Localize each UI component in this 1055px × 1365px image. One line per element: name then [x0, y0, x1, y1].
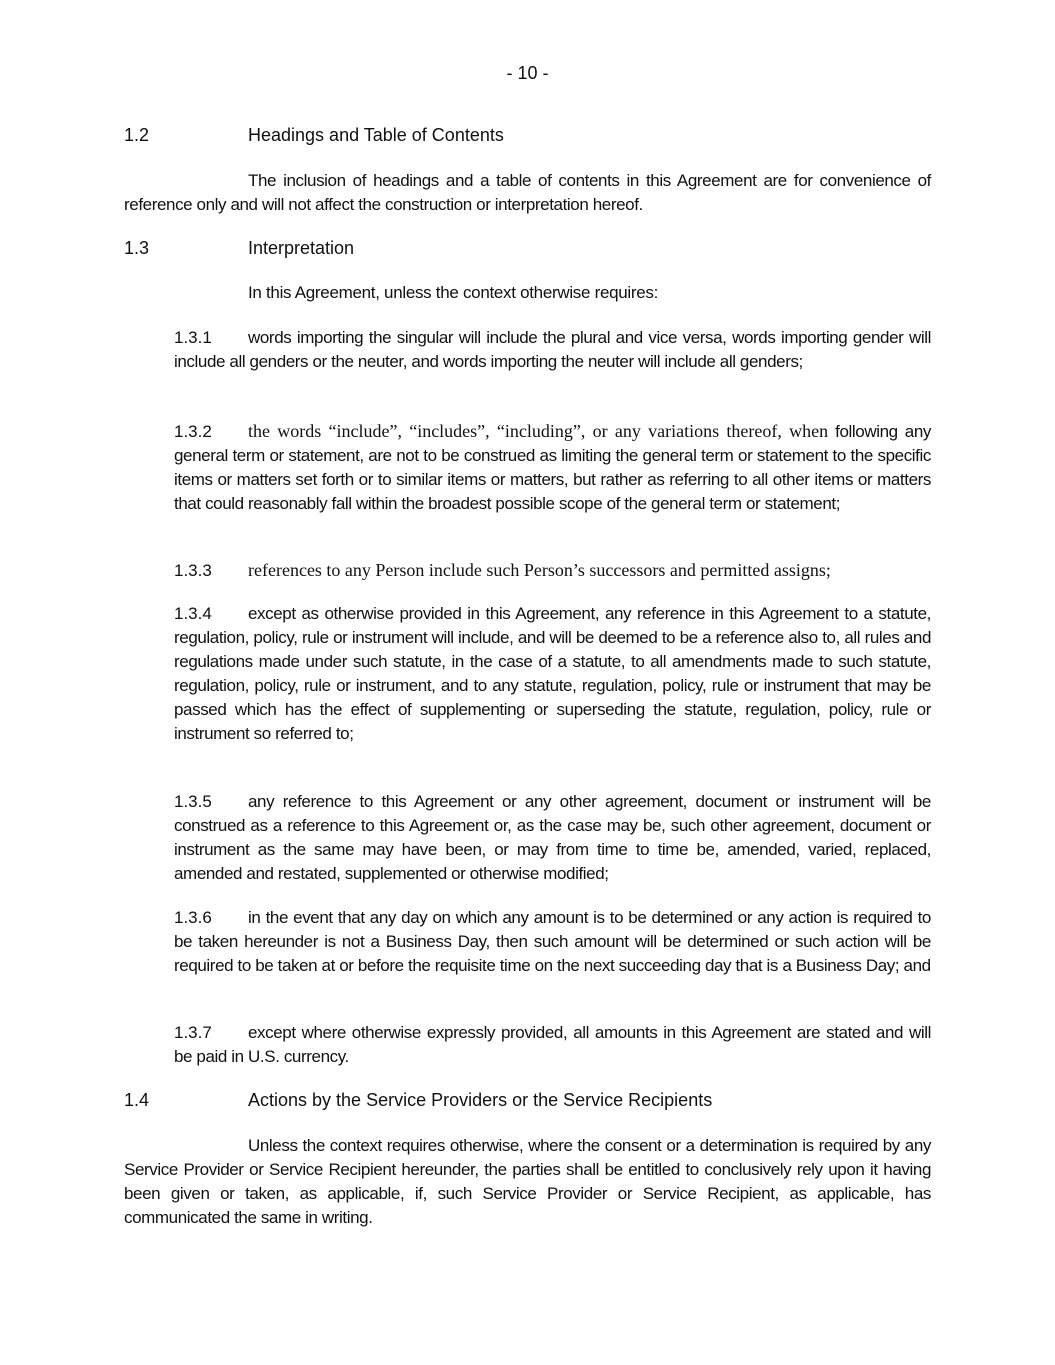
section-number: 1.4 [124, 1090, 150, 1110]
page-number: - 10 - [506, 63, 549, 83]
list-item-1-3-1: 1.3.1 words importing the singular will include the plural and vice versa, words importing gender will include all genders or the neuter, and words importing the neuter will include all genders; [174, 328, 931, 371]
section-heading-1-2 [124, 125, 504, 146]
section-heading-1-4 [124, 1090, 712, 1111]
section-title: Headings and Table of Contents [248, 125, 504, 145]
section-number: 1.3 [124, 238, 150, 258]
section-body-1-4: Unless the context requires otherwise, where the consent or a determination is required by any Service Provider or Service Recipient hereunder, the parties shall be entitled to conclusively rely upon it having been given or taken, as applicable, if, such Service Provider or Service Recipient, as applicable, has communicated the same in writing. [124, 1136, 931, 1227]
list-item-1-3-3: 1.3.3 references to any Person include such Person’s successors and permitted assigns; [174, 560, 831, 580]
list-item-1-3-2: 1.3.2 the words “include”, “includes”, “including”, or any variations thereof, when following any general term or statement, are not to be construed as limiting the general term or statement to the specific items or matters set forth or to similar items or matters, but rather as referring to all other items or matters that could reasonably fall within the broadest possible scope of the general term or statement; [174, 421, 931, 513]
list-item-1-3-7: 1.3.7 except where otherwise expressly provided, all amounts in this Agreement are stated and will be paid in U.S. currency. [174, 1023, 931, 1066]
section-title: Actions by the Service Providers or the Service Recipients [248, 1090, 713, 1110]
section-heading-1-3 [124, 238, 354, 259]
section-title: Interpretation [248, 238, 355, 258]
section-intro-1-3: In this Agreement, unless the context otherwise requires: [248, 283, 659, 302]
section-number: 1.2 [124, 125, 150, 145]
section-body-1-2: The inclusion of headings and a table of contents in this Agreement are for convenience of reference only and will not affect the construction or interpretation hereof. [124, 171, 931, 214]
list-item-1-3-4: 1.3.4 except as otherwise provided in this Agreement, any reference in this Agreement to a statute, regulation, policy, rule or instrument will include, and will be deemed to be a reference also to, all rules and regulations made under such statute, in the case of a statute, to all amendments made to such statute, regulation, policy, rule or instrument, and to any statute, regulation, policy, rule or instrument that may be passed which has the effect of supplementing or superseding the statute, regulation, policy, rule or instrument so referred to; [174, 604, 931, 743]
list-item-1-3-5: 1.3.5 any reference to this Agreement or any other agreement, document or instrument will be construed as a reference to this Agreement or, as the case may be, such other agreement, document or instrument as the same may have been, or may from time to time be, amended, varied, replaced, amended and restated, supplemented or otherwise modified; [174, 792, 931, 883]
list-item-1-3-6: 1.3.6 in the event that any day on which any amount is to be determined or any action is required to be taken hereunder is not a Business Day, then such amount will be determined or such action will be required to be taken at or before the requisite time on the next succeeding day that is a Business Day; and [174, 908, 931, 975]
